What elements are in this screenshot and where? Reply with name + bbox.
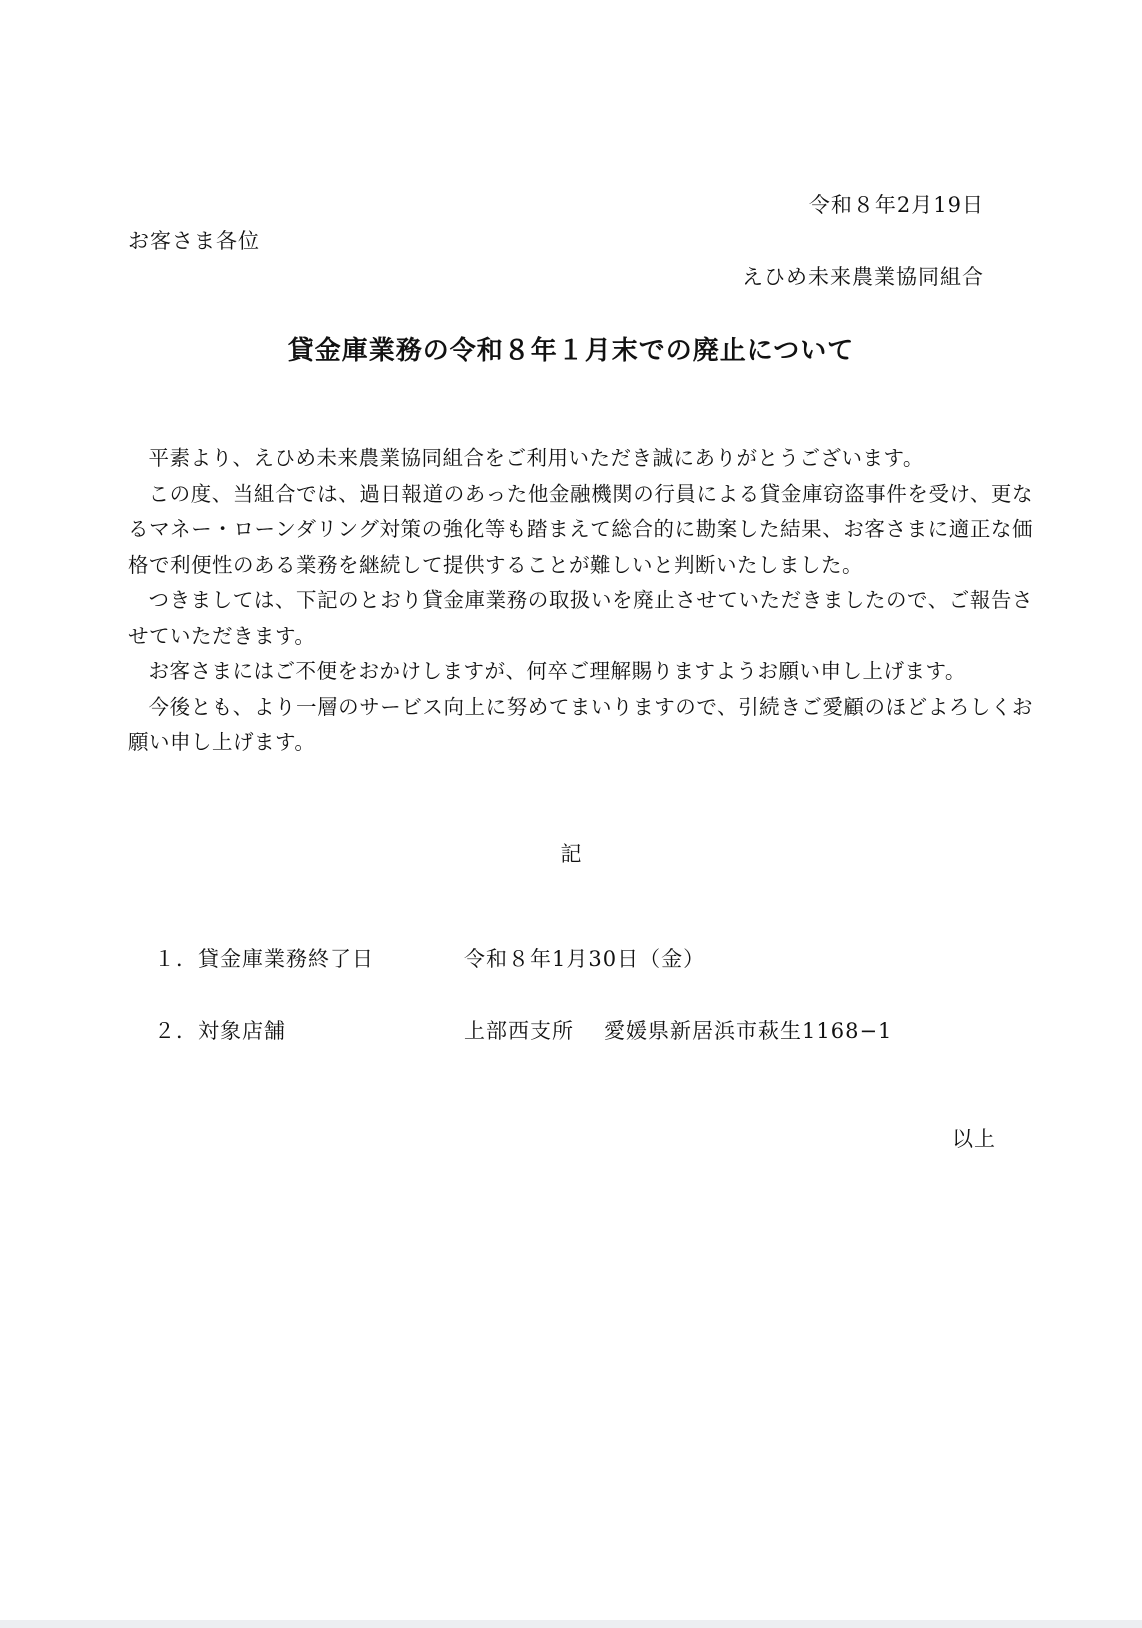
item-end-date [154, 943, 705, 973]
sender-organization: えひめ未来農業協同組合 [742, 265, 984, 289]
closing-ijou: 以上 [952, 1127, 996, 1151]
item-end-date-label: １．貸金庫業務終了日 [154, 947, 374, 971]
body-text [128, 441, 1033, 761]
item-branch-address: 愛媛県新居浜市萩生1168−1 [604, 1019, 893, 1043]
document-title: 貸金庫業務の令和８年１月末での廃止について [287, 336, 855, 366]
item-target-branch [154, 1015, 892, 1045]
page-bottom-edge [0, 1620, 1142, 1628]
paragraph-reason: この度、当組合では、過日報道のあった他金融機関の行員による貸金庫窃盗事件を受け、更なるマネー・ローンダリング対策の強化等も踏まえて総合的に勘案した結果、お客さまに適正な価格で利便性のある業務を継続して提供することが難しいと判断いたしました。 [128, 481, 1033, 577]
paragraph-closing-remarks: 今後とも、より一層のサービス向上に努めてまいりますので、引続きご愛顧のほどよろしくお願い申し上げます。 [128, 694, 1033, 754]
paragraph-apology: お客さまにはご不便をおかけしますが、何卒ご理解賜りますようお願い申し上げます。 [148, 659, 966, 683]
recipient-line: お客さま各位 [128, 229, 260, 253]
document-date: 令和８年2月19日 [808, 193, 984, 217]
item-end-date-value: 令和８年1月30日（金） [464, 947, 706, 971]
item-branch-name: 上部西支所 [464, 1019, 574, 1043]
item-target-branch-label: ２．対象店舗 [154, 1019, 286, 1043]
ki-heading: 記 [560, 842, 582, 866]
paragraph-greeting: 平素より、えひめ未来農業協同組合をご利用いただき誠にありがとうございます。 [148, 446, 924, 470]
paragraph-notice: つきましては、下記のとおり貸金庫業務の取扱いを廃止させていただきましたので、ご報告させていただきます。 [128, 588, 1033, 648]
